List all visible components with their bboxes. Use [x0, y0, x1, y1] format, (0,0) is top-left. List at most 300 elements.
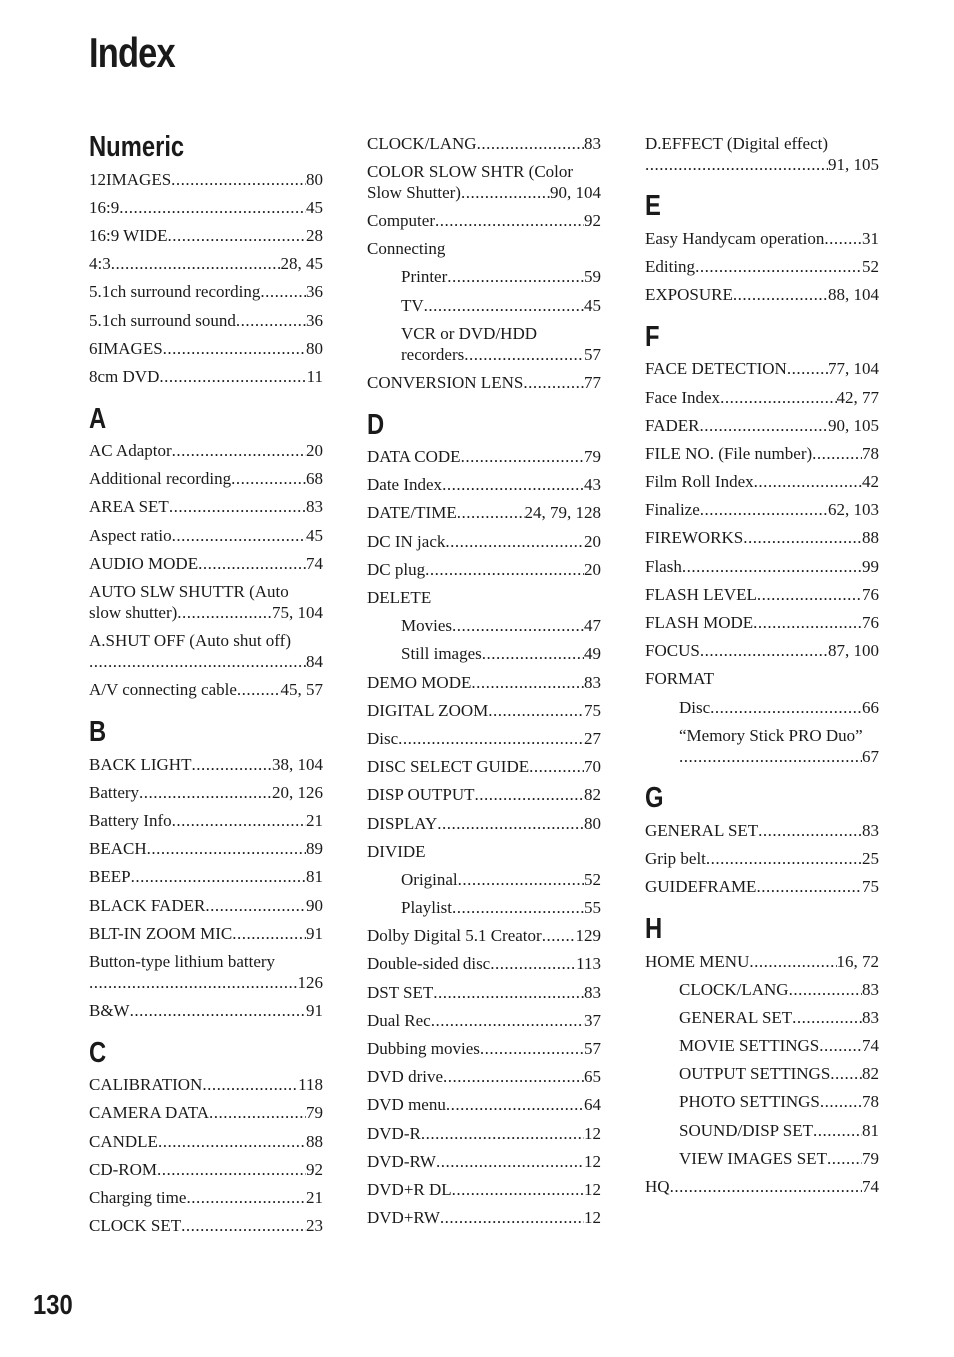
- entry-pages: 80: [584, 813, 601, 833]
- index-entry: [367, 1063, 601, 1091]
- index-section: [89, 1035, 323, 1240]
- entry-pages: 16, 72: [836, 951, 879, 971]
- index-entry: [89, 1071, 323, 1099]
- index-entry: [89, 549, 323, 577]
- section-heading: E: [645, 190, 661, 223]
- leader-dots: [445, 531, 584, 552]
- entry-label: CLOCK/LANG: [679, 979, 789, 999]
- index-subentry: [645, 1144, 879, 1172]
- leader-dots: [480, 1038, 584, 1059]
- entry-pages: 126: [297, 972, 323, 992]
- entry-pages: 83: [584, 982, 601, 1002]
- entry-label: VIEW IMAGES SET: [679, 1148, 827, 1168]
- entry-label: Film Roll Index: [645, 472, 754, 492]
- section-heading: F: [645, 320, 660, 353]
- entry-label: FOCUS: [645, 641, 700, 661]
- index-entry: [89, 334, 323, 362]
- index-entry: [89, 278, 323, 306]
- leader-dots: [787, 358, 828, 379]
- leader-dots: [743, 527, 862, 548]
- entry-label: Computer: [367, 210, 435, 230]
- entry-pages: 90, 105: [828, 415, 879, 435]
- entry-label: 5.1ch surround sound: [89, 310, 236, 330]
- entry-label: FACE DETECTION: [645, 359, 787, 379]
- leader-dots: [424, 295, 584, 316]
- index-entry: [89, 891, 323, 919]
- index-entry: [645, 383, 879, 411]
- leader-dots: [398, 728, 584, 749]
- entry-pages: 74: [306, 553, 323, 573]
- leader-dots: [205, 895, 306, 916]
- entry-pages: 88, 104: [828, 285, 879, 305]
- entry-label: Printer: [401, 267, 448, 287]
- leader-dots: [236, 310, 306, 331]
- entry-pages: 75: [862, 877, 879, 897]
- entry-label: BACK LIGHT: [89, 754, 192, 774]
- index-entry: [367, 368, 601, 396]
- leader-dots: [699, 415, 828, 436]
- index-section: [89, 401, 323, 705]
- page-title: Index: [89, 29, 175, 76]
- index-entry: [89, 221, 323, 249]
- entry-pages: 49: [584, 644, 601, 664]
- leader-dots: [172, 525, 306, 546]
- entry-pages: 91: [306, 923, 323, 943]
- entry-label: 5.1ch surround recording: [89, 282, 261, 302]
- leader-dots: [700, 499, 828, 520]
- leader-dots: [131, 866, 306, 887]
- entry-label: DC IN jack: [367, 531, 446, 551]
- entry-pages: 31: [862, 228, 879, 248]
- index-entry: [89, 778, 323, 806]
- index-entry: [645, 665, 879, 693]
- index-entry: [367, 206, 601, 234]
- entry-label: 12IMAGES: [89, 169, 172, 189]
- leader-dots: [464, 344, 584, 365]
- entry-label: DELETE: [367, 588, 432, 608]
- index-subentry: [367, 640, 601, 668]
- entry-pages: 83: [584, 672, 601, 692]
- entry-pages: 83: [584, 133, 601, 153]
- section-heading: Numeric: [89, 131, 185, 163]
- entry-label: Double-sided disc: [367, 954, 491, 974]
- index-entry: [89, 1183, 323, 1211]
- entry-pages: 27: [584, 728, 601, 748]
- leader-dots: [700, 640, 828, 661]
- index-entry: [645, 224, 879, 252]
- leader-dots: [477, 133, 584, 154]
- entry-label: TV: [401, 295, 424, 315]
- index-entry: [645, 637, 879, 665]
- entry-label: DC plug: [367, 559, 426, 579]
- index-section: [367, 129, 601, 397]
- entry-pages: 91, 105: [828, 154, 879, 174]
- index-entry: [89, 250, 323, 278]
- index-entry: [367, 724, 601, 752]
- index-entry: [89, 919, 323, 947]
- entry-pages: 20: [584, 531, 601, 551]
- leader-dots: [812, 443, 862, 464]
- leader-dots: [191, 754, 272, 775]
- index-entry: [367, 753, 601, 781]
- entry-label: FIREWORKS: [645, 528, 744, 548]
- entry-label: Additional recording: [89, 469, 232, 489]
- entry-pages: 74: [862, 1036, 879, 1056]
- leader-dots: [830, 1063, 862, 1084]
- leader-dots: [542, 925, 576, 946]
- entry-label: Finalize: [645, 500, 700, 520]
- leader-dots: [758, 820, 862, 841]
- entry-label: AUDIO MODE: [89, 553, 199, 573]
- leader-dots: [157, 1159, 306, 1180]
- entry-pages: 42: [862, 472, 879, 492]
- index-entry: [645, 129, 879, 178]
- index-entry: [645, 411, 879, 439]
- index-entry: [367, 837, 601, 865]
- entry-label: DEMO MODE: [367, 672, 472, 692]
- entry-label: BEACH: [89, 839, 147, 859]
- entry-label: GENERAL SET: [679, 1007, 793, 1027]
- entry-pages: 83: [862, 979, 879, 999]
- index-entry: [645, 1172, 879, 1200]
- leader-dots: [789, 979, 862, 1000]
- entry-label: PHOTO SETTINGS: [679, 1092, 820, 1112]
- leader-dots: [757, 584, 862, 605]
- index-subentry: [645, 721, 879, 770]
- leader-dots: [529, 756, 584, 777]
- entry-pages: 21: [306, 1188, 323, 1208]
- leader-dots: [452, 615, 584, 636]
- index-entry: [367, 555, 601, 583]
- index-entry: [645, 468, 879, 496]
- entry-pages: 92: [584, 210, 601, 230]
- leader-dots: [482, 643, 584, 664]
- index-entry: [367, 978, 601, 1006]
- index-subentry: [367, 291, 601, 319]
- entry-pages: 87, 100: [828, 641, 879, 661]
- leader-dots: [792, 1007, 862, 1028]
- entry-label: CONVERSION LENS: [367, 372, 524, 392]
- leader-dots: [813, 1120, 862, 1141]
- entry-pages: 24, 79, 128: [524, 503, 601, 523]
- index-entry: [89, 465, 323, 493]
- index-entry: [367, 781, 601, 809]
- entry-label: 4:3: [89, 254, 111, 274]
- leader-dots: [130, 1000, 306, 1021]
- section-heading: C: [89, 1036, 107, 1069]
- entry-label: AC Adaptor: [89, 441, 172, 461]
- index-section: [645, 911, 879, 1201]
- index-entry: [367, 499, 601, 527]
- entry-label: Movies: [401, 616, 452, 636]
- leader-dots: [461, 182, 550, 203]
- entry-label: MOVIE SETTINGS: [679, 1036, 820, 1056]
- entry-pages: 79: [862, 1148, 879, 1168]
- index-entry: [645, 439, 879, 467]
- entry-pages: 42, 77: [836, 387, 879, 407]
- entry-label: EXPOSURE: [645, 285, 733, 305]
- index-subentry: [367, 612, 601, 640]
- index-entry: [89, 835, 323, 863]
- entry-pages: 37: [584, 1010, 601, 1030]
- section-heading: B: [89, 716, 107, 748]
- entry-pages: 21: [306, 810, 323, 830]
- entry-pages: 90: [306, 895, 323, 915]
- entry-label: HOME MENU: [645, 951, 750, 971]
- index-entry: [89, 806, 323, 834]
- index-column-2: [367, 129, 601, 1232]
- leader-dots: [824, 228, 862, 249]
- index-entry: [89, 1155, 323, 1183]
- index-column-1: [89, 129, 323, 1240]
- entry-pages: 76: [862, 613, 879, 633]
- entry-label: AUTO SLW SHUTTR (Auto: [89, 582, 289, 602]
- leader-dots: [523, 372, 584, 393]
- entry-label: DISP OUTPUT: [367, 785, 475, 805]
- index-entry: [645, 845, 879, 873]
- entry-pages: 36: [306, 310, 323, 330]
- entry-pages: 75, 104: [272, 603, 323, 623]
- entry-pages: 57: [584, 344, 601, 364]
- index-entry: [89, 165, 323, 193]
- entry-label: GENERAL SET: [645, 820, 759, 840]
- entry-pages: 90, 104: [550, 182, 601, 202]
- entry-pages: 70: [584, 757, 601, 777]
- index-entry: [367, 696, 601, 724]
- leader-dots: [475, 784, 584, 805]
- entry-label: COLOR SLOW SHTR (Color: [367, 161, 574, 181]
- index-entry: [367, 950, 601, 978]
- leader-dots: [756, 876, 862, 897]
- leader-dots: [819, 1035, 862, 1056]
- entry-label: A.SHUT OFF (Auto shut off): [89, 631, 291, 651]
- index-entry: [367, 668, 601, 696]
- entry-label: Dual Rec: [367, 1010, 431, 1030]
- leader-dots: [186, 1187, 306, 1208]
- index-section: [367, 407, 601, 1232]
- entry-pages: 81: [862, 1120, 879, 1140]
- leader-dots: [421, 1123, 584, 1144]
- entry-label: CALIBRATION: [89, 1075, 203, 1095]
- leader-dots: [710, 697, 862, 718]
- leader-dots: [171, 169, 306, 190]
- leader-dots: [431, 1010, 584, 1031]
- index-entry: [645, 496, 879, 524]
- entry-pages: 45: [306, 525, 323, 545]
- index-entry: [367, 809, 601, 837]
- entry-pages: 88: [306, 1131, 323, 1151]
- entry-pages: 113: [576, 954, 601, 974]
- entry-label: DATA CODE: [367, 447, 461, 467]
- entry-pages: 11: [306, 366, 323, 386]
- leader-dots: [458, 869, 584, 890]
- index-subentry: [367, 319, 601, 368]
- leader-dots: [452, 1179, 584, 1200]
- index-entry: [645, 524, 879, 552]
- entry-pages: 99: [862, 556, 879, 576]
- index-entry: [89, 997, 323, 1025]
- entry-label: Playlist: [401, 898, 453, 918]
- entry-pages: 28, 45: [280, 254, 323, 274]
- entry-pages: 82: [862, 1064, 879, 1084]
- entry-label: Dubbing movies: [367, 1039, 480, 1059]
- entry-label: SOUND/DISP SET: [679, 1120, 813, 1140]
- leader-dots: [436, 1151, 584, 1172]
- index-entry: [645, 608, 879, 636]
- leader-dots: [488, 700, 584, 721]
- entry-pages: 12: [584, 1151, 601, 1171]
- index-entry: [89, 306, 323, 334]
- leader-dots: [119, 197, 306, 218]
- entry-label: D.EFFECT (Digital effect): [645, 133, 829, 153]
- leader-dots: [231, 468, 306, 489]
- entry-pages: 66: [862, 697, 879, 717]
- index-entry: [367, 443, 601, 471]
- entry-pages: 55: [584, 898, 601, 918]
- entry-label: BEEP: [89, 867, 131, 887]
- entry-pages: 12: [584, 1123, 601, 1143]
- leader-dots: [679, 746, 862, 767]
- entry-pages: 81: [306, 867, 323, 887]
- entry-pages: 47: [584, 616, 601, 636]
- index-entry: [367, 527, 601, 555]
- index-entry: [89, 193, 323, 221]
- entry-label: FORMAT: [645, 669, 714, 689]
- leader-dots: [435, 210, 584, 231]
- entry-label-continued: recorders: [401, 344, 465, 364]
- entry-label: FLASH LEVEL: [645, 584, 757, 604]
- index-subentry: [645, 1088, 879, 1116]
- leader-dots: [733, 284, 828, 305]
- index-subentry: [645, 1003, 879, 1031]
- index-section: [645, 319, 879, 771]
- index-entry: [645, 947, 879, 975]
- leader-dots: [754, 471, 862, 492]
- entry-label: BLACK FADER: [89, 895, 206, 915]
- leader-dots: [425, 559, 584, 580]
- leader-dots: [820, 1091, 862, 1112]
- leader-dots: [670, 1176, 862, 1197]
- entry-label: DISPLAY: [367, 813, 438, 833]
- leader-dots: [440, 1207, 584, 1228]
- index-section: [645, 129, 879, 178]
- leader-dots: [147, 838, 306, 859]
- index-entry: [367, 1091, 601, 1119]
- entry-label: DIGITAL ZOOM: [367, 700, 489, 720]
- entry-pages: 12: [584, 1208, 601, 1228]
- leader-dots: [720, 387, 836, 408]
- entry-pages: 52: [584, 869, 601, 889]
- entry-pages: 45, 57: [280, 680, 323, 700]
- entry-pages: 38, 104: [272, 754, 323, 774]
- entry-pages: 83: [862, 1007, 879, 1027]
- leader-dots: [172, 440, 306, 461]
- index-entry: [367, 1175, 601, 1203]
- index-subentry: [367, 894, 601, 922]
- entry-pages: 91: [306, 1001, 323, 1021]
- entry-pages: 118: [298, 1075, 323, 1095]
- entry-label: Disc: [367, 728, 399, 748]
- index-entry: [367, 1147, 601, 1175]
- entry-label: “Memory Stick PRO Duo”: [679, 725, 863, 745]
- entry-label: BLT-IN ZOOM MIC: [89, 923, 233, 943]
- entry-label: Battery Info: [89, 810, 172, 830]
- entry-label: Charging time: [89, 1188, 187, 1208]
- leader-dots: [237, 679, 281, 700]
- entry-label: VCR or DVD/HDD: [401, 323, 537, 343]
- index-entry: [645, 281, 879, 309]
- index-entry: [645, 873, 879, 901]
- leader-dots: [437, 813, 584, 834]
- index-entry: [367, 129, 601, 157]
- entry-label: DVD-RW: [367, 1151, 436, 1171]
- leader-dots: [163, 338, 306, 359]
- leader-dots: [89, 651, 306, 672]
- section-heading: D: [367, 408, 385, 441]
- entry-pages: 57: [584, 1039, 601, 1059]
- leader-dots: [471, 672, 584, 693]
- entry-pages: 23: [306, 1216, 323, 1236]
- entry-label: GUIDEFRAME: [645, 877, 757, 897]
- entry-label-continued: slow shutter): [89, 603, 178, 623]
- entry-label: DVD+R DL: [367, 1179, 452, 1199]
- leader-dots: [111, 253, 281, 274]
- index-entry: [645, 816, 879, 844]
- leader-dots: [645, 154, 828, 175]
- entry-label: DVD drive: [367, 1067, 444, 1087]
- entry-pages: 76: [862, 584, 879, 604]
- leader-dots: [461, 446, 584, 467]
- leader-dots: [159, 366, 306, 387]
- entry-label: DVD-R: [367, 1123, 421, 1143]
- index-section: [645, 188, 879, 309]
- leader-dots: [695, 256, 862, 277]
- entry-label: CAMERA DATA: [89, 1103, 210, 1123]
- entry-label: Connecting: [367, 239, 446, 259]
- index-entry: [89, 676, 323, 704]
- leader-dots: [232, 923, 306, 944]
- section-heading: A: [89, 402, 107, 435]
- entry-label: A/V connecting cable: [89, 680, 237, 700]
- index-entry: [367, 471, 601, 499]
- index-subentry: [645, 1060, 879, 1088]
- entry-label: FADER: [645, 415, 700, 435]
- entry-pages: 84: [306, 652, 323, 672]
- index-subentry: [645, 693, 879, 721]
- entry-pages: 89: [306, 839, 323, 859]
- entry-pages: 45: [306, 197, 323, 217]
- entry-pages: 59: [584, 267, 601, 287]
- entry-label: 16:9 WIDE: [89, 225, 168, 245]
- leader-dots: [169, 496, 306, 517]
- entry-pages: 79: [306, 1103, 323, 1123]
- leader-dots: [827, 1148, 862, 1169]
- index-subentry: [645, 975, 879, 1003]
- leader-dots: [457, 502, 525, 523]
- entry-pages: 28: [306, 225, 323, 245]
- entry-pages: 67: [862, 746, 879, 766]
- index-entry: [367, 1204, 601, 1232]
- leader-dots: [198, 553, 306, 574]
- entry-label: CANDLE: [89, 1131, 158, 1151]
- index-entry: [89, 947, 323, 996]
- leader-dots: [749, 951, 836, 972]
- leader-dots: [172, 810, 306, 831]
- index-section: [645, 780, 879, 901]
- entry-label-continued: Slow Shutter): [367, 182, 461, 202]
- index-entry: [367, 922, 601, 950]
- index-entry: [645, 252, 879, 280]
